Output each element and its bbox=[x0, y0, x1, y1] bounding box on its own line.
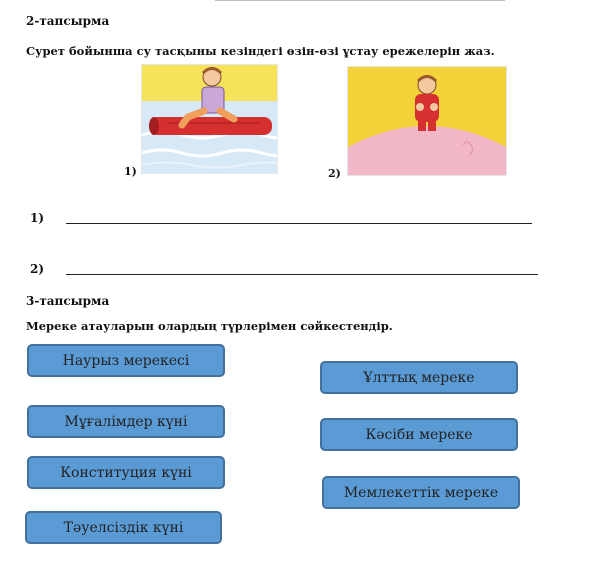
answer-1-line[interactable] bbox=[66, 223, 532, 224]
picture-1-label: 1) bbox=[124, 165, 137, 178]
holiday-type-national[interactable]: Ұлттық мереке bbox=[320, 361, 518, 394]
picture-boy-on-log bbox=[141, 64, 278, 174]
picture-2-label: 2) bbox=[328, 167, 341, 180]
holiday-item-independence-day[interactable]: Тәуелсіздік күні bbox=[25, 511, 222, 544]
holiday-type-professional[interactable]: Кәсіби мереке bbox=[320, 418, 518, 451]
picture-boy-on-hill bbox=[347, 66, 507, 176]
task2-heading: 2-тапсырма bbox=[26, 14, 110, 28]
holiday-item-nauryz[interactable]: Наурыз мерекесі bbox=[27, 344, 225, 377]
boy-on-log-icon bbox=[142, 65, 277, 173]
answer-1-label: 1) bbox=[30, 211, 45, 225]
answer-2-label: 2) bbox=[30, 262, 45, 276]
task3-heading: 3-тапсырма bbox=[26, 294, 110, 308]
holiday-item-teachers-day[interactable]: Мұғалімдер күні bbox=[27, 405, 225, 438]
holiday-item-constitution-day[interactable]: Конституция күні bbox=[27, 456, 225, 489]
holiday-type-state[interactable]: Мемлекеттік мереке bbox=[322, 476, 520, 509]
top-rule bbox=[215, 0, 505, 1]
task2-instruction: Сурет бойынша су тасқыны кезіндегі өзін-өзі ұстау ережелерін жаз. bbox=[26, 44, 495, 58]
task3-instruction: Мереке атауларын олардың түрлерімен сәйкестендір. bbox=[26, 319, 393, 333]
boy-on-hill-icon bbox=[348, 67, 506, 175]
answer-2-line[interactable] bbox=[66, 274, 538, 275]
